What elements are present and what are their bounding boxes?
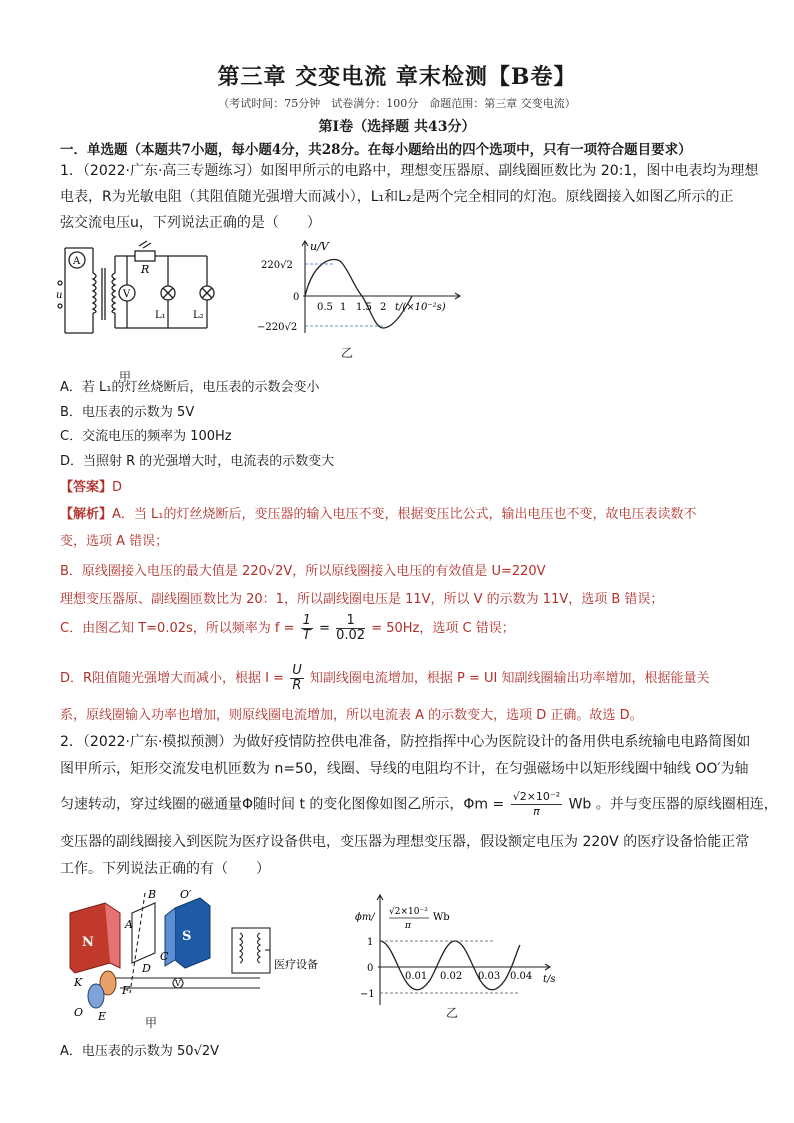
exam-meta: （考试时间：75分钟 试卷满分：100分 命题范围：第三章 交变电流） bbox=[218, 97, 576, 110]
fraction-u-over-r: $\frac{U}{R}$ bbox=[292, 663, 302, 693]
q2-fig-a-caption: 甲 bbox=[145, 1016, 158, 1030]
axis-label-o-prime: O′ bbox=[180, 888, 192, 901]
q1-option-d: D．当照射 R 的光强增大时，电流表的示数变大 bbox=[60, 454, 335, 469]
q1-analysis-a-line-2: 变，选项 A 错误； bbox=[60, 534, 169, 549]
q1-option-a: A．若 L₁的灯丝烧断后，电压表的示数会变小 bbox=[60, 380, 320, 395]
q1-graph-xlabel: t/(×10⁻²s) bbox=[395, 302, 446, 313]
q1-analysis-b-line-1: B．原线圈接入电压的最大值是 220√2V，所以原线圈接入电压的有效值是 U=220V bbox=[60, 564, 546, 579]
coil-label-b: B bbox=[148, 888, 157, 901]
q1-circuit-figure bbox=[55, 238, 220, 358]
q2-graph-xtick: 0.04 bbox=[510, 971, 533, 982]
q2-graph-ylabel-den: π bbox=[405, 921, 411, 931]
coil-label-a: A bbox=[125, 918, 133, 931]
q2-graph-ytick-pos: 1 bbox=[367, 937, 374, 948]
ammeter-label: A bbox=[73, 256, 81, 267]
analysis-c-post: = 50Hz，选项 C 错误； bbox=[371, 621, 515, 636]
q2-graph-ylabel-num: √2×10⁻² bbox=[389, 907, 428, 917]
input-voltage-label: u bbox=[56, 290, 63, 301]
answer-value: D bbox=[112, 480, 123, 495]
q1-answer bbox=[60, 476, 122, 495]
analysis-a-text: A．当 L₁的灯丝烧断后，变压器的输入电压不变，根据变压比公式，输出电压也不变，故电压表读数不 bbox=[112, 507, 697, 522]
q2-graph-xlabel: t/s bbox=[543, 974, 556, 985]
q1-voltage-graph bbox=[255, 238, 475, 338]
n-pole-label: N bbox=[82, 935, 94, 950]
s-pole-label: S bbox=[182, 929, 192, 944]
q1-stem-line-1: 1．（2022·广东·高三专题练习）如图甲所示的电路中，理想变压器原、副线圈匝数比为 20:1，图中电表均为理想 bbox=[60, 163, 759, 179]
q2-graph-xtick: 0.01 bbox=[405, 971, 428, 982]
q2-fig-b-caption: 乙 bbox=[446, 1006, 459, 1020]
brush-label-e: E bbox=[98, 1010, 107, 1023]
q1-graph-ylabel: u/V bbox=[310, 240, 329, 253]
q1-analysis-a-line-1 bbox=[60, 503, 697, 522]
brush-label-f: F bbox=[122, 984, 130, 997]
q2-graph-xtick: 0.03 bbox=[478, 971, 501, 982]
q1-fig-a-caption: 甲 bbox=[119, 370, 132, 384]
q2-graph-ylabel-post: Wb bbox=[433, 912, 450, 923]
q1-graph-xtick: 0.5 bbox=[317, 302, 333, 313]
q1-analysis-b-line-2: 理想变压器原、副线圈匝数比为 20：1，所以副线圈电压是 11V，所以 V 的示数为 11V，选项 B 错误； bbox=[60, 592, 664, 607]
analysis-tag: 【解析】 bbox=[60, 507, 113, 522]
q1-stem-line-2: 电表，R为光敏电阻（其阻值随光强增大而减小），L₁和L₂是两个完全相同的灯泡。原线圈接入如图乙所示的正 bbox=[60, 189, 734, 205]
q2-graph-xtick: 0.02 bbox=[440, 971, 463, 982]
lamp-l2-label: L₂ bbox=[193, 310, 204, 321]
fraction-1-over-period: $\frac{1}{0.02}$ bbox=[336, 613, 366, 643]
q2-stem-line-4: 变压器的副线圈接入到医院为医疗设备供电，变压器为理想变压器，假设额定电压为 220V 的医疗设备恰能正常 bbox=[60, 834, 750, 850]
q1-option-b: B．电压表的示数为 5V bbox=[60, 405, 195, 420]
q2-generator-figure bbox=[60, 888, 330, 1023]
q1-fig-b-caption: 乙 bbox=[341, 346, 354, 360]
q2-graph-ylabel-pre: ϕm/ bbox=[355, 912, 375, 923]
coil-label-c: C bbox=[160, 950, 169, 963]
voltmeter-label: V bbox=[123, 289, 131, 300]
q2-option-a: A．电压表的示数为 50√2V bbox=[60, 1044, 220, 1059]
q2-stem-line-2: 图甲所示，矩形交流发电机匝数为 n=50，线圈、导线的电阻均不计，在匀强磁场中以矩形线圈中轴线 OO′为轴 bbox=[60, 761, 749, 777]
q2-stem-line-3: 匀速转动，穿过线圈的磁通量Φ随时间 t 的变化图像如图乙所示，Φm = $\frac{\text{√2×10⁻²}}{\pi}$ Wb 。并与变压器的原线圈相连， bbox=[60, 790, 778, 818]
q1-graph-xtick: 2 bbox=[380, 302, 387, 313]
q1-graph-zero: 0 bbox=[293, 292, 300, 303]
flux-max-fraction: $\frac{\text{√2×10⁻²}}{\pi}$ bbox=[512, 790, 561, 818]
volume-heading: 第Ⅰ卷（选择题 共43分） bbox=[318, 119, 476, 135]
medical-device-label: 医疗设备 bbox=[274, 958, 318, 971]
axis-label-o: O bbox=[74, 1006, 84, 1019]
fraction-1-over-t: $\frac{1}{T}$ bbox=[302, 613, 311, 643]
q2-flux-graph bbox=[345, 890, 570, 1015]
q1-graph-ytick-pos: 220√2 bbox=[261, 260, 293, 271]
q2-graph-ytick-neg: −1 bbox=[360, 989, 375, 1000]
q2-voltmeter-label: V bbox=[175, 979, 181, 988]
q2-stem-line-5: 工作。下列说法正确的有（ ） bbox=[60, 861, 270, 877]
analysis-c-pre: C．由图乙知 T=0.02s，所以频率为 f = bbox=[60, 621, 295, 636]
q1-analysis-d-line-1 bbox=[60, 664, 709, 693]
section-heading: 一．单选题（本题共7小题，每小题4分，共28分。在每小题给出的四个选项中，只有一项符合题目要求） bbox=[60, 142, 692, 158]
q1-graph-ytick-neg: −220√2 bbox=[257, 322, 298, 333]
q1-analysis-d-line-2: 系，原线圈输入功率也增加，则原线圈电流增加，所以电流表 A 的示数变大，选项 D 正确。故选 D。 bbox=[60, 708, 643, 723]
analysis-d-pre: D．R阻值随光强增大而减小，根据 I = bbox=[60, 671, 285, 686]
q1-graph-xtick: 1 bbox=[340, 302, 347, 313]
resistor-label: R bbox=[141, 263, 150, 276]
answer-tag: 【答案】 bbox=[60, 480, 113, 495]
q1-stem-line-3: 弦交流电压u，下列说法正确的是（ ） bbox=[60, 215, 321, 231]
q2-graph-zero: 0 bbox=[367, 963, 374, 974]
page-title: 第三章 交变电流 章末检测【B卷】 bbox=[217, 64, 577, 90]
lamp-l1-label: L₁ bbox=[155, 310, 166, 321]
q1-analysis-c: C．由图乙知 T=0.02s，所以频率为 f = $\frac{1}{T}$ = $\frac{1}{0.02}$ = 50Hz，选项 C 错误； bbox=[60, 613, 515, 643]
analysis-d-post: 知副线圈电流增加，根据 P = UI 知副线圈输出功率增加，根据能量关 bbox=[309, 671, 710, 686]
brush-label-k: K bbox=[74, 976, 83, 989]
q2-stem-line-1: 2．（2022·广东·模拟预测）为做好疫情防控供电准备，防控指挥中心为医院设计的备用供电系统输电电路简图如 bbox=[60, 734, 751, 750]
q1-graph-xtick: 1.5 bbox=[356, 302, 372, 313]
coil-label-d: D bbox=[142, 962, 151, 975]
q1-option-c: C．交流电压的频率为 100Hz bbox=[60, 429, 232, 444]
